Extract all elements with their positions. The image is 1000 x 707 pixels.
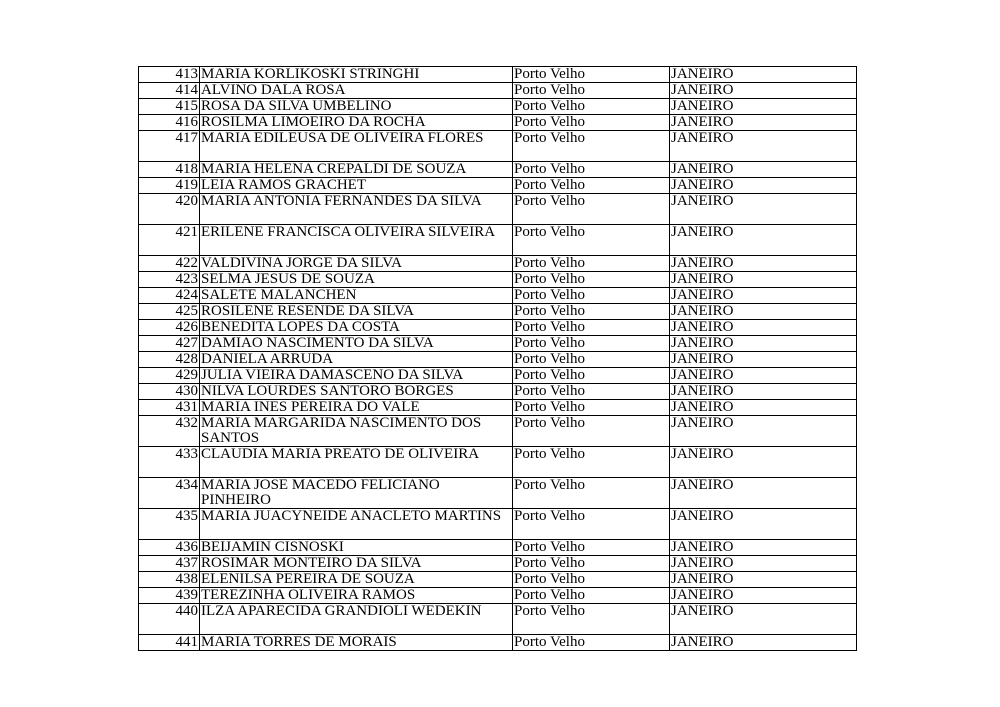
table-row (139, 509, 857, 540)
month-name: JANEIRO (670, 336, 857, 352)
row-number: 417 (139, 131, 200, 162)
table-row (139, 368, 857, 384)
table-row (139, 540, 857, 556)
table-row (139, 256, 857, 272)
city-name: Porto Velho (513, 288, 670, 304)
table-row (139, 384, 857, 400)
city-name: Porto Velho (513, 99, 670, 115)
table-row (139, 272, 857, 288)
city-name: Porto Velho (513, 272, 670, 288)
month-name: JANEIRO (670, 320, 857, 336)
person-name: JULIA VIEIRA DAMASCENO DA SILVA (200, 368, 513, 384)
table-row (139, 478, 857, 509)
city-name: Porto Velho (513, 67, 670, 83)
city-name: Porto Velho (513, 368, 670, 384)
city-name: Porto Velho (513, 540, 670, 556)
row-number: 439 (139, 588, 200, 604)
table-row (139, 400, 857, 416)
row-number: 421 (139, 225, 200, 256)
table-row (139, 99, 857, 115)
month-name: JANEIRO (670, 368, 857, 384)
person-name: LEIA RAMOS GRACHET (200, 178, 513, 194)
month-name: JANEIRO (670, 304, 857, 320)
month-name: JANEIRO (670, 400, 857, 416)
month-name: JANEIRO (670, 83, 857, 99)
person-name: BENEDITA LOPES DA COSTA (200, 320, 513, 336)
table-row (139, 83, 857, 99)
person-name: MARIA TORRES DE MORAIS (200, 635, 513, 651)
person-name: CLAUDIA MARIA PREATO DE OLIVEIRA (200, 447, 513, 478)
month-name: JANEIRO (670, 478, 857, 509)
row-number: 437 (139, 556, 200, 572)
city-name: Porto Velho (513, 320, 670, 336)
person-name: ROSA DA SILVA UMBELINO (200, 99, 513, 115)
month-name: JANEIRO (670, 194, 857, 225)
city-name: Porto Velho (513, 178, 670, 194)
table-row (139, 556, 857, 572)
month-name: JANEIRO (670, 162, 857, 178)
table-row (139, 447, 857, 478)
row-number: 428 (139, 352, 200, 368)
city-name: Porto Velho (513, 635, 670, 651)
row-number: 419 (139, 178, 200, 194)
person-name: MARIA HELENA CREPALDI DE SOUZA (200, 162, 513, 178)
table-row (139, 115, 857, 131)
row-number: 436 (139, 540, 200, 556)
row-number: 422 (139, 256, 200, 272)
person-name: DANIELA ARRUDA (200, 352, 513, 368)
city-name: Porto Velho (513, 115, 670, 131)
person-name: ILZA APARECIDA GRANDIOLI WEDEKIN (200, 604, 513, 635)
month-name: JANEIRO (670, 635, 857, 651)
person-name: MARIA EDILEUSA DE OLIVEIRA FLORES (200, 131, 513, 162)
row-number: 420 (139, 194, 200, 225)
table-row (139, 588, 857, 604)
month-name: JANEIRO (670, 178, 857, 194)
city-name: Porto Velho (513, 588, 670, 604)
table-row (139, 572, 857, 588)
month-name: JANEIRO (670, 115, 857, 131)
row-number: 416 (139, 115, 200, 131)
row-number: 432 (139, 416, 200, 447)
city-name: Porto Velho (513, 256, 670, 272)
beneficiary-table (138, 66, 857, 651)
city-name: Porto Velho (513, 384, 670, 400)
person-name: NILVA LOURDES SANTORO BORGES (200, 384, 513, 400)
row-number: 415 (139, 99, 200, 115)
row-number: 429 (139, 368, 200, 384)
city-name: Porto Velho (513, 194, 670, 225)
city-name: Porto Velho (513, 447, 670, 478)
person-name: MARIA JOSE MACEDO FELICIANO PINHEIRO (200, 478, 513, 509)
city-name: Porto Velho (513, 304, 670, 320)
row-number: 438 (139, 572, 200, 588)
row-number: 434 (139, 478, 200, 509)
city-name: Porto Velho (513, 556, 670, 572)
month-name: JANEIRO (670, 67, 857, 83)
person-name: ROSILENE RESENDE DA SILVA (200, 304, 513, 320)
table-row (139, 604, 857, 635)
person-name: SELMA JESUS DE SOUZA (200, 272, 513, 288)
month-name: JANEIRO (670, 509, 857, 540)
table-row (139, 320, 857, 336)
table-row (139, 67, 857, 83)
row-number: 431 (139, 400, 200, 416)
month-name: JANEIRO (670, 540, 857, 556)
person-name: ROSILMA LIMOEIRO DA ROCHA (200, 115, 513, 131)
row-number: 427 (139, 336, 200, 352)
person-name: MARIA INES PEREIRA DO VALE (200, 400, 513, 416)
city-name: Porto Velho (513, 509, 670, 540)
person-name: MARIA JUACYNEIDE ANACLETO MARTINS (200, 509, 513, 540)
month-name: JANEIRO (670, 352, 857, 368)
person-name: TEREZINHA OLIVEIRA RAMOS (200, 588, 513, 604)
row-number: 425 (139, 304, 200, 320)
table-row (139, 352, 857, 368)
row-number: 418 (139, 162, 200, 178)
city-name: Porto Velho (513, 352, 670, 368)
city-name: Porto Velho (513, 162, 670, 178)
row-number: 435 (139, 509, 200, 540)
city-name: Porto Velho (513, 416, 670, 447)
table-row (139, 131, 857, 162)
table-row (139, 288, 857, 304)
month-name: JANEIRO (670, 288, 857, 304)
table-row (139, 178, 857, 194)
table-row (139, 225, 857, 256)
city-name: Porto Velho (513, 604, 670, 635)
row-number: 424 (139, 288, 200, 304)
person-name: DAMIAO NASCIMENTO DA SILVA (200, 336, 513, 352)
month-name: JANEIRO (670, 604, 857, 635)
month-name: JANEIRO (670, 556, 857, 572)
row-number: 423 (139, 272, 200, 288)
person-name: MARIA ANTONIA FERNANDES DA SILVA (200, 194, 513, 225)
row-number: 414 (139, 83, 200, 99)
row-number: 440 (139, 604, 200, 635)
month-name: JANEIRO (670, 99, 857, 115)
table-row (139, 336, 857, 352)
city-name: Porto Velho (513, 131, 670, 162)
month-name: JANEIRO (670, 572, 857, 588)
person-name: ERILENE FRANCISCA OLIVEIRA SILVEIRA (200, 225, 513, 256)
person-name: BEIJAMIN CISNOSKI (200, 540, 513, 556)
city-name: Porto Velho (513, 400, 670, 416)
person-name: ALVINO DALA ROSA (200, 83, 513, 99)
person-name: ELENILSA PEREIRA DE SOUZA (200, 572, 513, 588)
city-name: Porto Velho (513, 336, 670, 352)
month-name: JANEIRO (670, 447, 857, 478)
table-row (139, 416, 857, 447)
table-row (139, 194, 857, 225)
month-name: JANEIRO (670, 588, 857, 604)
month-name: JANEIRO (670, 384, 857, 400)
month-name: JANEIRO (670, 272, 857, 288)
month-name: JANEIRO (670, 416, 857, 447)
table-row (139, 304, 857, 320)
city-name: Porto Velho (513, 83, 670, 99)
city-name: Porto Velho (513, 572, 670, 588)
city-name: Porto Velho (513, 478, 670, 509)
table-row (139, 635, 857, 651)
person-name: MARIA KORLIKOSKI STRINGHI (200, 67, 513, 83)
row-number: 430 (139, 384, 200, 400)
person-name: MARIA MARGARIDA NASCIMENTO DOS SANTOS (200, 416, 513, 447)
month-name: JANEIRO (670, 225, 857, 256)
city-name: Porto Velho (513, 225, 670, 256)
person-name: SALETE MALANCHEN (200, 288, 513, 304)
row-number: 426 (139, 320, 200, 336)
person-name: VALDIVINA JORGE DA SILVA (200, 256, 513, 272)
table-body (139, 67, 857, 651)
month-name: JANEIRO (670, 256, 857, 272)
person-name: ROSIMAR MONTEIRO DA SILVA (200, 556, 513, 572)
row-number: 441 (139, 635, 200, 651)
row-number: 413 (139, 67, 200, 83)
table-row (139, 162, 857, 178)
month-name: JANEIRO (670, 131, 857, 162)
row-number: 433 (139, 447, 200, 478)
